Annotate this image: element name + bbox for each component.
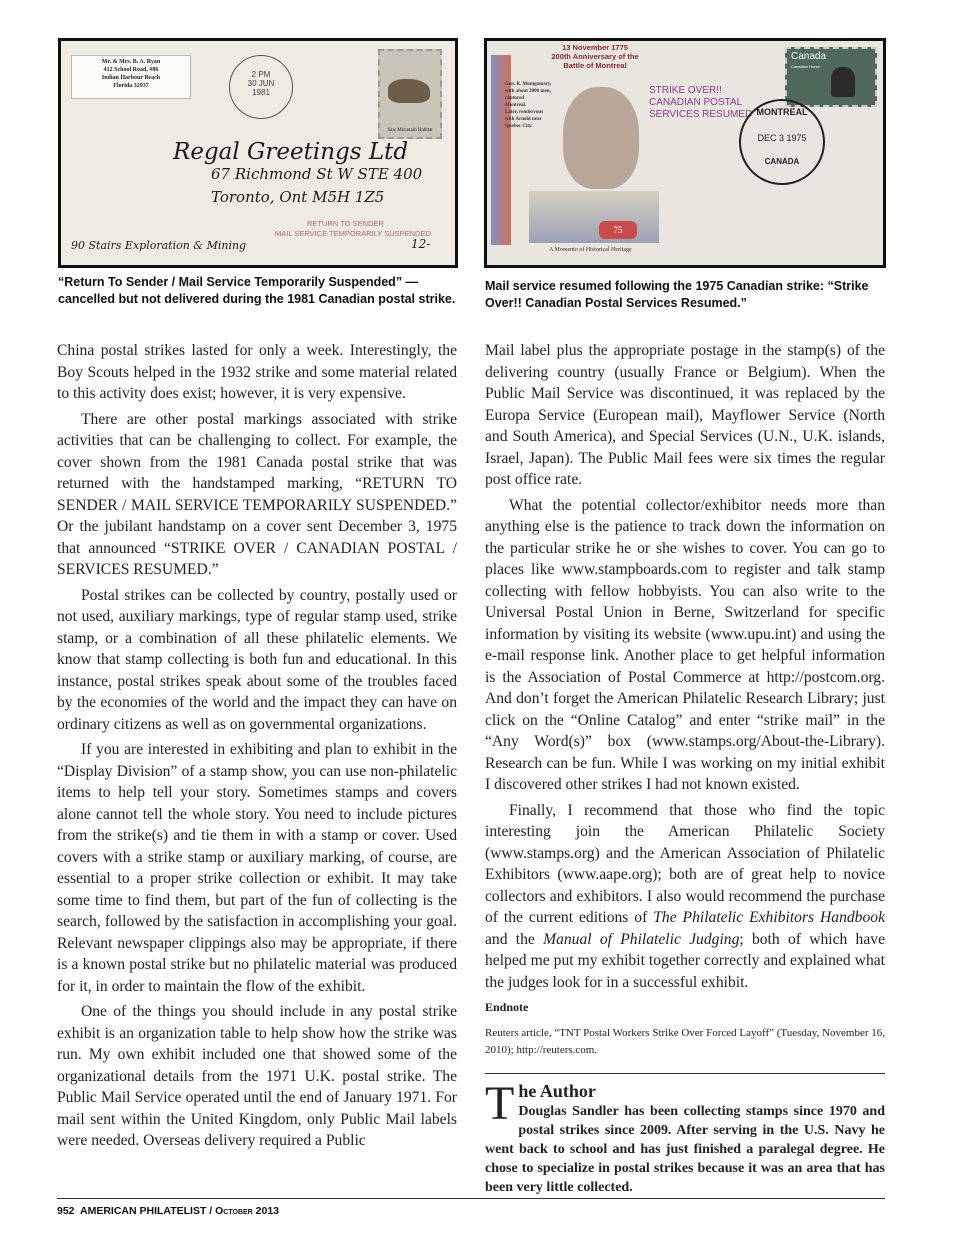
issue-date: October 2013 — [215, 1205, 280, 1217]
return-address-label: Mr. & Mrs. B. A. Ryan 412 School Road, #86 Indian Harbour Beach Florida 32937 — [71, 55, 191, 99]
author-bio: Douglas Sandler has been collecting stamps since 1970 and postal strikes since 2009. After serving in the U.S. Navy he went back to school and has just finished a paralegal degree. He chose to specialize in postal strikes because it was an area that has been very little collected. — [485, 1103, 885, 1195]
paragraph: Finally, I recommend that those who find the topic interesting join the American Philatelic Society (www.stamps.org) and the American Association of Philatelic Exhibitors (www.aape.org); both are of great help to novice collectors and exhibitors. I also would recommend the purchase of the current editions of The Philatelic Exhibitors Handbook and the Manual of Philatelic Judging; both of which have helped me put my exhibit together correctly and explained what the judges look for in a successful exhibit. — [485, 801, 885, 991]
paragraph: There are other postal markings associated with strike activities that can be challenging to collect. For example, the cover shown from the 1981 Canada postal strike that was returned with the handstamped marking, “RETURN TO SENDER / MAIL SERVICE TEMPORARILY SUSPENDED.” Or the jubilant handstamp on a cover sent December 3, 1975 that announced “STRIKE OVER / CANADIAN POSTAL / SERVICES RESUMED.” — [57, 410, 457, 578]
banner-badge: 75 — [599, 221, 637, 239]
endnote-heading: Endnote — [485, 1000, 529, 1014]
figure-caption-left: “Return To Sender / Mail Service Temporarily Suspended” — cancelled but not delivered during the 1981 Canadian postal strike. — [58, 275, 456, 306]
left-text-column — [57, 340, 457, 1156]
historical-note: Gen. R. Montgomery, with about 2000 men, captured Montreal. Later, rendezvous with Arnold near Quebec City. — [505, 82, 552, 129]
paragraph: Mail label plus the appropriate postage in the stamp(s) of the delivering country (usually France or Belgium). When the Public Mail Service was discontinued, it was replaced by the Europa Service (European mail), Mayflower Service (North and South America), and Special Services (U.N., U.K. islands, Israel, Japan). The Public Mail fees were six times the regular post office rate. — [485, 342, 885, 488]
author-dropcap: T — [485, 1076, 515, 1130]
paragraph: What the potential collector/exhibitor needs more than anything else is the patience to track down the information on the particular strike he or she wishes to cover. You can go to places like www.stampboards.com to register and talk stamp collecting with fellow hobbyists. You can also write to the Universal Postal Union in Berne, Switzerland for specific information by visiting its website (www.upu.int) and using the e-mail response link. Another place to get helpful information is the Association of Postal Commerce at http://postcom.org. And don’t forget the American Philatelic Research Library; just click on the “Online Catalog” and enter “strike mail” in the “Any Word(s)” box (www.stamps.org/About-the-Library). Research can be fun. While I was working on my initial exhibit I discovered other strikes I had not known existed. — [485, 496, 885, 793]
author-heading: he Author — [518, 1080, 596, 1101]
page-number: 952 — [57, 1205, 75, 1217]
bear-icon — [388, 79, 430, 103]
ships-illustration — [529, 191, 659, 243]
montreal-cancel: MONTREAL DEC 3 1975 CANADA — [739, 99, 825, 185]
stamp-bear: Saw Mountain Habitat — [378, 49, 442, 139]
cover-title: 13 November 1775 200th Anniversary of the Battle of Montreal — [551, 43, 639, 70]
paragraph: One of the things you should include in any postal strike exhibit is an organization table to help show how the strike was run. My own exhibit included one that showed some of the organizational details from the 1971 U.K. postal strike. The Public Mail Service operated until the end of January 1971. For mail sent within the United Kingdom, only Public Mail labels were needed. Overseas delivery required a Public — [57, 1003, 457, 1149]
portrait-illustration — [563, 87, 639, 189]
horse-icon — [831, 67, 855, 97]
strike-over-handstamp: STRIKE OVER!! CANADIAN POSTAL SERVICES RESUMED — [649, 85, 753, 120]
cover-image-1981 — [58, 38, 458, 268]
footer-divider — [57, 1198, 885, 1199]
address-line-2: 67 Richmond St W STE 400 — [211, 165, 423, 183]
stamp-canada: Canada Canadian Horse — [785, 47, 877, 107]
publication-name: AMERICAN PHILATELIST — [79, 1205, 207, 1217]
page-footer: 952 AMERICAN PHILATELIST / October 2013 — [57, 1205, 280, 1217]
book-title: The Philatelic Exhibitors Handbook — [653, 909, 885, 926]
book-title: Manual of Philatelic Judging — [543, 930, 740, 948]
return-to-sender-stamp: RETURN TO SENDER — [307, 219, 384, 228]
address-line-1: Regal Greetings Ltd — [173, 139, 409, 165]
figure-caption-right: Mail service resumed following the 1975 Canadian strike: “Strike Over!! Canadian Postal Services Resumed.” — [485, 279, 869, 310]
bottom-note: 90 Stairs Exploration & Mining — [71, 239, 247, 252]
cover-image-1975 — [484, 38, 886, 268]
postmark-circle: 2 PM 30 JUN 1981 — [229, 55, 293, 119]
author-box — [485, 1073, 885, 1197]
bottom-right-mark: 12- — [411, 237, 431, 251]
endnote-text: Reuters article, “TNT Postal Workers Strike Over Forced Layoff” (Tuesday, November 16, 2010); http://reuters.com. — [485, 1026, 886, 1056]
paragraph: China postal strikes lasted for only a week. Interestingly, the Boy Scouts helped in the 1932 strike and some material related to this activity does exist; however, it is very expensive. — [57, 342, 457, 402]
mail-suspended-stamp: MAIL SERVICE TEMPORARILY SUSPENDED — [275, 229, 431, 238]
paragraph: Postal strikes can be collected by country, postally used or not used, auxiliary markings, type of regular stamp used, strike stamp, or a combination of all these philatelic elements. We know that stamp collecting is both fun and educational. In this instance, postal strikes speak about some of the troubles faced by the economies of the world and the impact they can have on ordinary citizens as well as on governmental organizations. — [57, 586, 457, 733]
right-text-column — [485, 340, 885, 1197]
bottom-tag: A Momento of Historical Heritage — [549, 247, 632, 253]
address-line-3: Toronto, Ont M5H 1Z5 — [211, 188, 385, 206]
paragraph: If you are interested in exhibiting and plan to exhibit in the “Display Division” of a stamp show, you can use non-philatelic items to help tell your story. Sometimes stamps and covers alone cannot tell the whole story. You need to include pictures from the strike(s) and tie them in with a stamp or cover. Used covers with a strike stamp or auxiliary marking, of course, are essential to a proper strike collection or exhibit. It may take some time to find them, but part of the fun of collecting is the search, followed by the satisfaction in accomplishing your goal. Relevant newspaper clippings also may be appropriate, if there is a known postal strike but no philatelic material was produced for it, in order to maintain the flow of the exhibit. — [57, 741, 457, 995]
